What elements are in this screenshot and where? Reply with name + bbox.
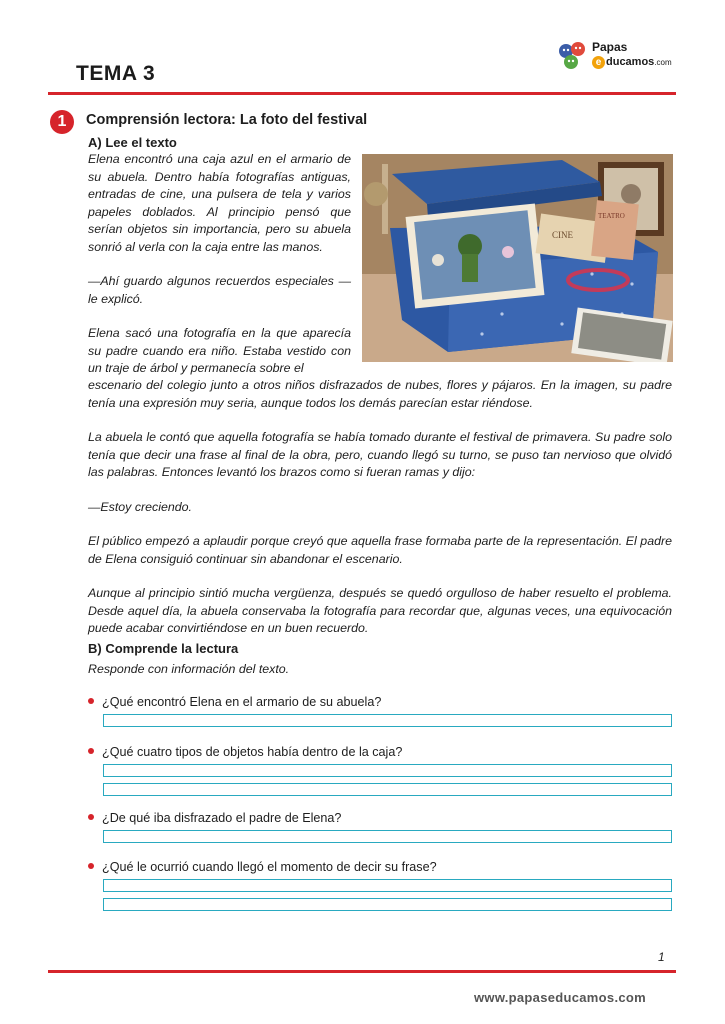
website-link[interactable]: www.papaseducamos.com	[474, 990, 646, 1005]
brand-logo[interactable]	[556, 38, 681, 74]
ticket-teatro-label: TEATRO	[598, 212, 625, 220]
ticket-cine-label: CINE	[552, 230, 573, 240]
story-full-column	[88, 377, 672, 638]
question-text: ¿Qué encontró Elena en el armario de su abuela?	[102, 695, 382, 709]
answer-field[interactable]	[103, 830, 672, 843]
story-paragraph: Elena sacó una fotografía en la que aparecía su padre cuando era niño. Estaba vestido con un traje de árbol y permanecía sobre el	[88, 326, 351, 375]
section-b-heading: B) Comprende la lectura	[88, 641, 239, 656]
answer-field[interactable]	[103, 898, 672, 911]
page-number: 1	[658, 950, 665, 964]
question-item	[88, 811, 341, 825]
header-divider	[48, 92, 676, 95]
question-text: ¿Qué le ocurrió cuando llegó el momento de decir su frase?	[102, 860, 437, 874]
family-faces-icon	[556, 38, 590, 72]
story-left-column	[88, 151, 351, 378]
answer-field[interactable]	[103, 879, 672, 892]
footer-divider	[48, 970, 676, 973]
story-paragraph: Elena encontró una caja azul en el armario de su abuela. Dentro había fotografías antiguas, entradas de cine, una pulsera de tela y varios papeles doblados. Al principio pensó que serían objetos sin importancia, pero su abuela sonrió al verla con la caja entre las manos.	[88, 152, 351, 254]
bullet-icon	[88, 698, 94, 704]
question-text: ¿Qué cuatro tipos de objetos había dentro de la caja?	[102, 745, 403, 759]
instruction-text: Responde con información del texto.	[88, 662, 290, 676]
exercise-title: Comprensión lectora: La foto del festival	[86, 112, 368, 128]
question-item	[88, 695, 381, 709]
bullet-icon	[88, 863, 94, 869]
logo-e-badge: e	[592, 56, 605, 69]
answer-field[interactable]	[103, 783, 672, 796]
logo-word-educamos	[592, 56, 672, 69]
exercise-number-badge: 1	[50, 110, 74, 134]
story-paragraph: La abuela le contó que aquella fotografía se había tomado durante el festival de primavera. Su padre solo tenía que decir una frase al final de la obra, pero, cuando llegó su turno, se puso tan nervioso que olvidó las palabras. Entonces levantó los brazos como si fueran ramas y dijo:	[88, 430, 672, 479]
logo-suffix: .com	[654, 58, 672, 67]
answer-field[interactable]	[103, 764, 672, 777]
answer-field[interactable]	[103, 714, 672, 727]
memory-box-photo	[362, 154, 673, 362]
question-text: ¿De qué iba disfrazado el padre de Elena?	[102, 811, 342, 825]
section-a-heading: A) Lee el texto	[88, 135, 177, 150]
bullet-icon	[88, 748, 94, 754]
question-item	[88, 860, 437, 874]
story-paragraph: escenario del colegio junto a otros niños disfrazados de nubes, flores y pájaros. En la imagen, su padre tenía una expresión muy seria, aunque todos los demás parecían estar riéndose.	[88, 378, 672, 410]
story-paragraph: —Estoy creciendo.	[88, 499, 192, 514]
story-paragraph: El público empezó a aplaudir porque creyó que aquella frase formaba parte de la representación. El padre de Elena consiguió continuar sin abandonar el escenario.	[88, 534, 672, 566]
page-title: TEMA 3	[76, 62, 156, 85]
question-item	[88, 745, 402, 759]
logo-word-papas: Papas	[592, 40, 628, 54]
story-paragraph: —Ahí guardo algunos recuerdos especiales —le explicó.	[88, 274, 351, 306]
bullet-icon	[88, 814, 94, 820]
logo-word-ducamos: ducamos	[606, 56, 655, 68]
story-paragraph: Aunque al principio sintió mucha vergüenza, después se quedó orgulloso de haber resuelto el problema. Desde aquel día, la abuela conservaba la fotografía para recordar que, algunas veces, una equivocación puede acabar convirtiéndose en un buen recuerdo.	[88, 586, 672, 635]
